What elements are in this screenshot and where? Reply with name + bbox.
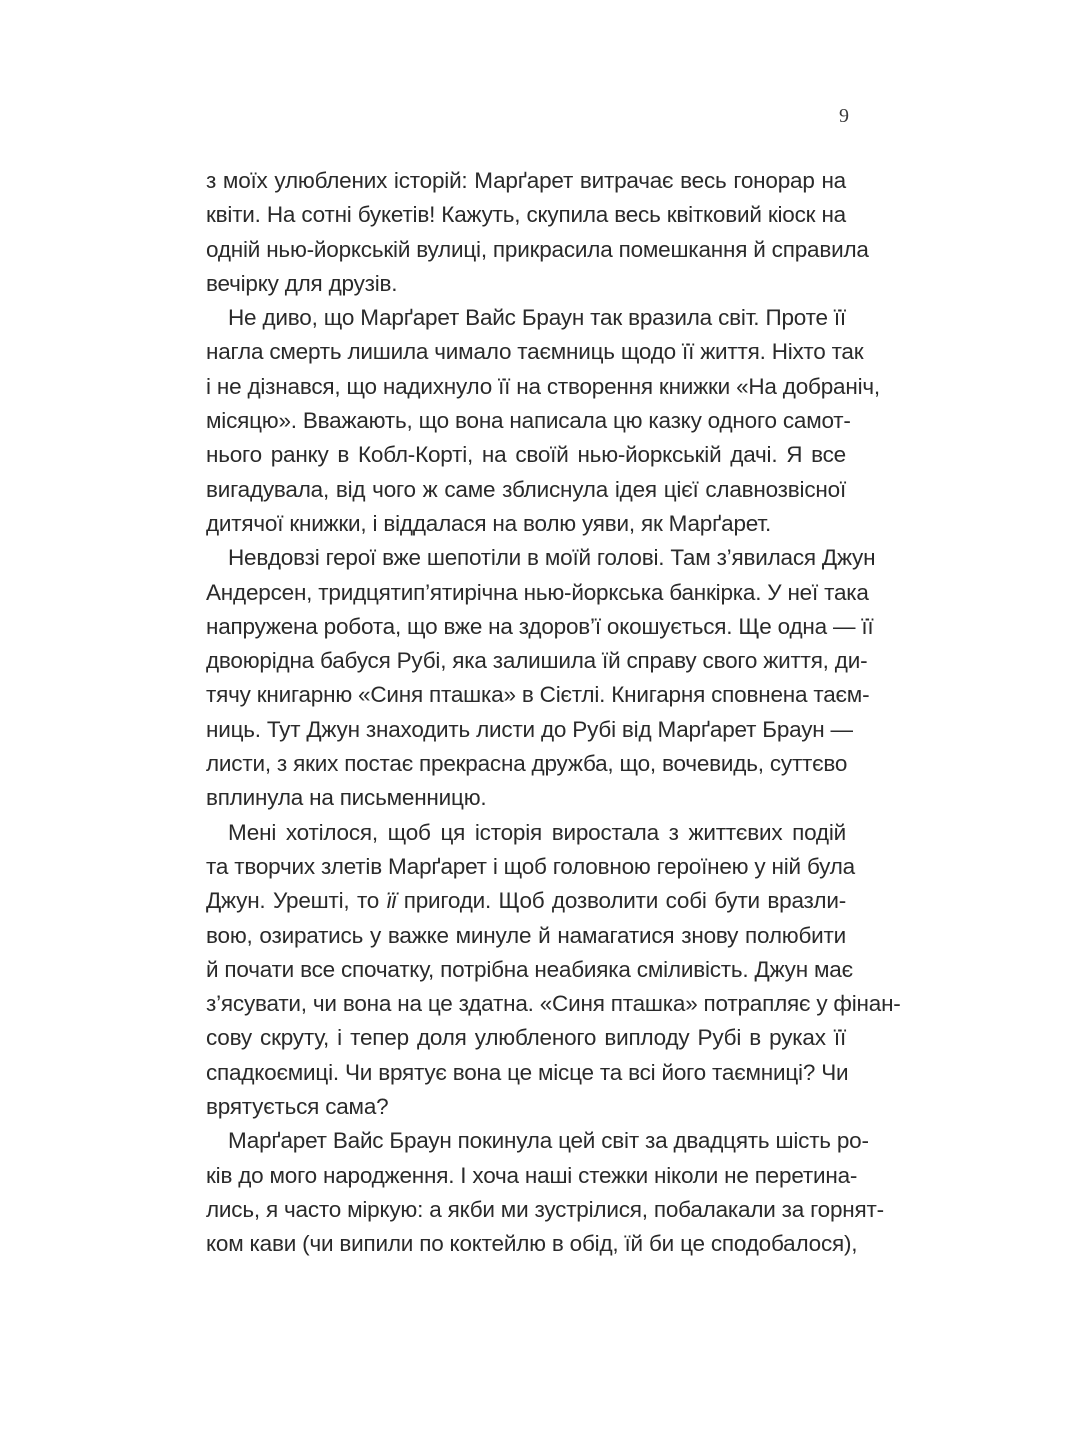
text-line: нього ранку в Кобл-Корті, на своїй нью-йоркській дачі. Я все [206, 442, 846, 468]
text-line: з моїх улюблених історій: Марґарет витрачає весь гонорар на [206, 168, 846, 193]
text-line: лись, я часто міркую: а якби ми зустрілися, побалакали за горнят- [206, 1196, 884, 1222]
text-line: листи, з яких постає прекрасна дружба, що, вочевидь, суттєво [206, 751, 848, 777]
text-line: Андерсен, тридцятип’ятирічна нью-йоркська банкірка. У неї така [206, 579, 869, 605]
text-line: з’ясувати, чи вона на це здатна. «Синя пташка» потрапляє у фінан- [206, 991, 901, 1017]
text-line: нагла смерть лишила чимало таємниць щодо її життя. Ніхто так [206, 339, 864, 365]
text-line: вплинула на письменницю. [206, 785, 487, 811]
text-line: і не дізнався, що надихнуло її на створення книжки «На добраніч, [206, 373, 880, 399]
text-line: Не диво, що Марґарет Вайс Браун так вразила світ. Проте її [228, 305, 846, 331]
text-line: Невдовзі герої вже шепотіли в моїй голові. Там з’явилася Джун [228, 545, 876, 571]
text-line: ниць. Тут Джун знаходить листи до Рубі від Марґарет Браун — [206, 716, 853, 742]
text-line: ком кави (чи випили по коктейлю в обід, їй би це сподобалося), [206, 1231, 858, 1257]
text-line: вигадувала, від чого ж саме зблиснула ідея цієї славнозвісної [206, 476, 846, 502]
text-line: та творчих злетів Марґарет і щоб головною героїнею у ній була [206, 853, 855, 879]
text-line: ків до мого народження. І хоча наші стежки ніколи не перетина- [206, 1162, 858, 1188]
text-line: квіти. На сотні букетів! Кажуть, скупила весь квітковий кіоск на [206, 202, 846, 228]
text-line: одній нью-йоркській вулиці, прикрасила помешкання й справила [206, 236, 869, 262]
text-line: напружена робота, що вже на здоров’ї окошується. Ще одна — її [206, 613, 874, 639]
text-line: тячу книгарню «Синя пташка» в Сієтлі. Книгарня сповнена таєм- [206, 682, 870, 708]
text-line: дитячої книжки, і віддалася на волю уяви, як Марґарет. [206, 510, 772, 536]
text-line: Джун. Урешті, то її пригоди. Щоб дозволити собі бути вразли- [206, 888, 846, 914]
text-line: Мені хотілося, щоб ця історія виростала з життєвих подій [228, 819, 846, 845]
text-line: Марґарет Вайс Браун покинула цей світ за двадцять шість ро- [228, 1128, 869, 1154]
text-line: спадкоємиці. Чи врятує вона це місце та всі його таємниці? Чи [206, 1059, 849, 1085]
body-text [206, 164, 901, 1262]
text-line: вечірку для друзів. [206, 270, 398, 296]
text-line: вою, озиратись у важке минуле й намагатися знову полюбити [206, 922, 846, 948]
text-line: врятується сама? [206, 1094, 389, 1120]
page-number: 9 [839, 105, 849, 127]
text-line: місяцю». Вважають, що вона написала цю казку одного самот- [206, 408, 851, 434]
text-line: двоюрідна бабуся Рубі, яка залишила їй справу свого життя, ди- [206, 648, 868, 674]
text-line: сову скруту, і тепер доля улюбленого виплоду Рубі в руках її [206, 1025, 846, 1051]
text-line: й почати все спочатку, потрібна неабияка сміливість. Джун має [206, 956, 853, 982]
